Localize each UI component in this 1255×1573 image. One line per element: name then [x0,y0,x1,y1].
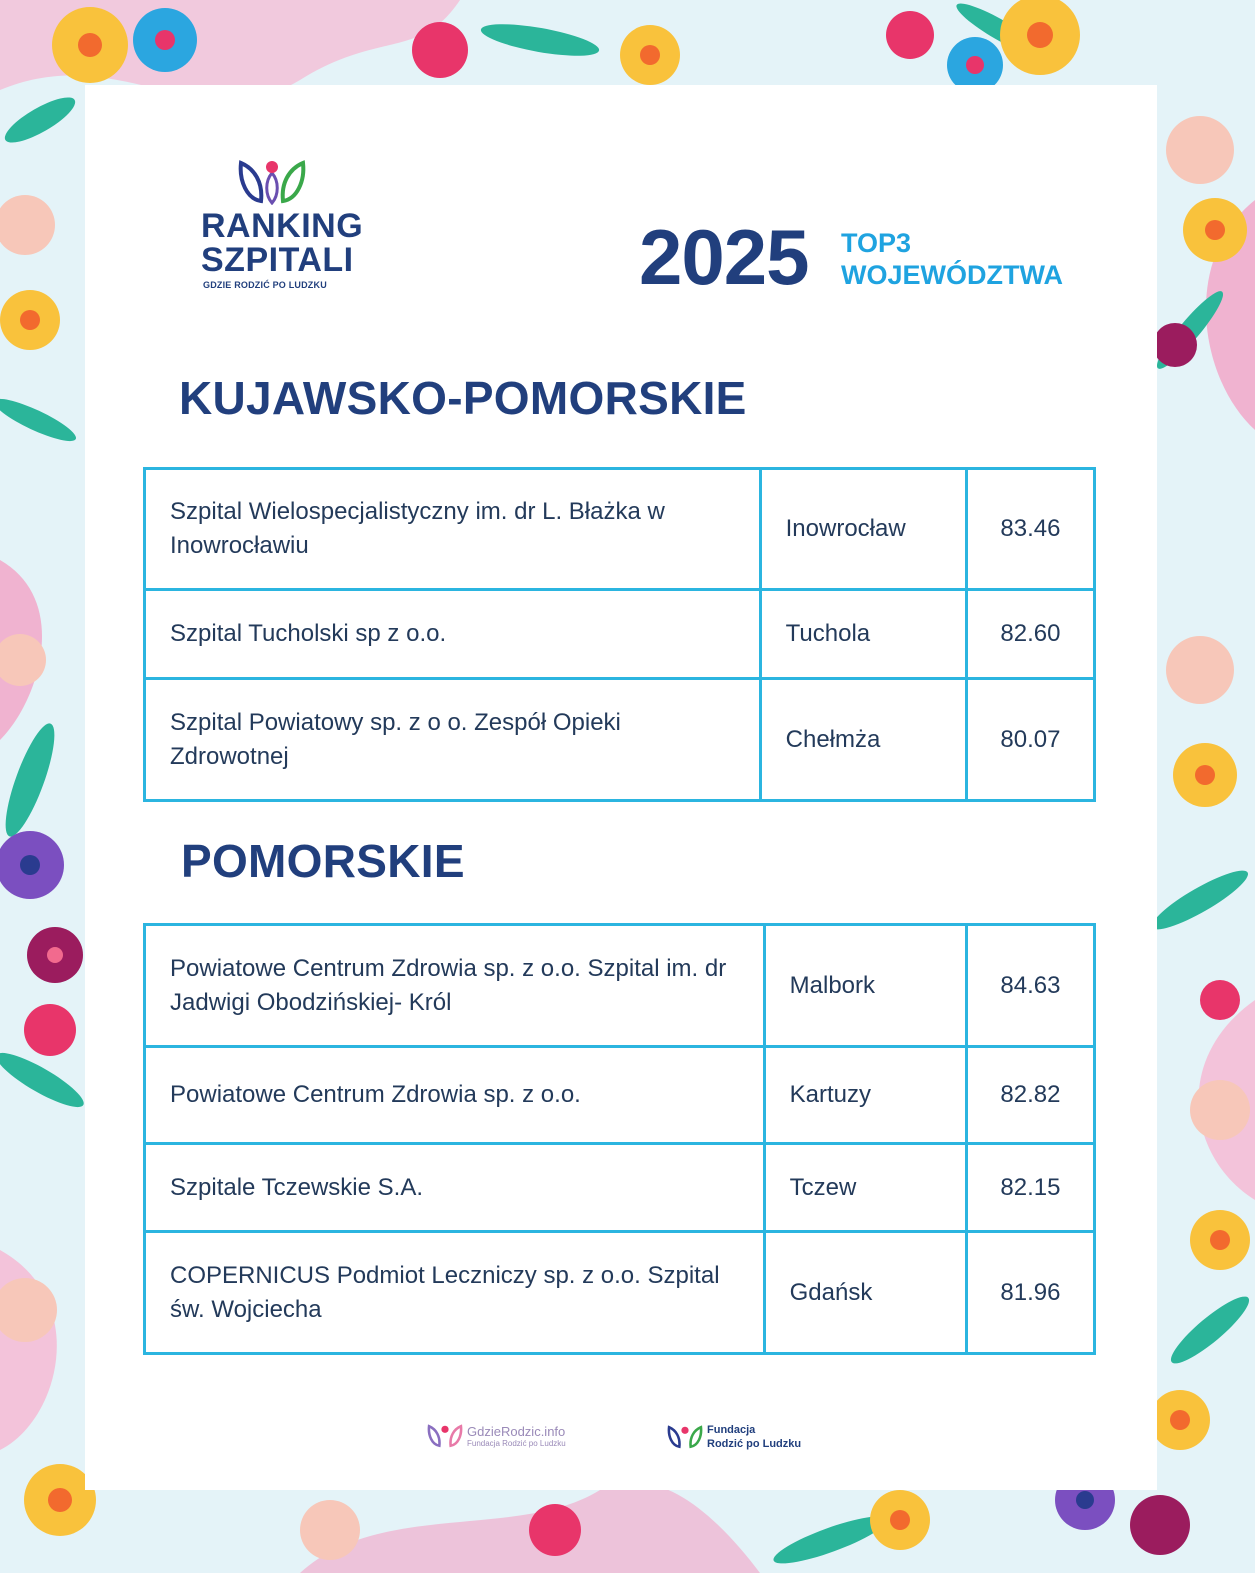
hospital-name-cell: Szpital Tucholski sp z o.o. [145,590,761,679]
logo-title-line1: RANKING [201,207,364,245]
ranking-card [85,85,1157,1490]
hospital-name-cell: Powiatowe Centrum Zdrowia sp. z o.o. [145,1047,765,1144]
table-row [145,1047,1095,1144]
hospital-name-cell: Szpital Wielospecjalistyczny im. dr L. Błażka w Inowrocławiu [145,469,761,590]
score-cell: 82.15 [966,1144,1094,1232]
fundacja-leaves-icon [667,1424,703,1450]
gdzierodzic-leaves-icon [427,1423,463,1449]
score-cell: 84.63 [966,925,1094,1047]
top-label: TOP3 [841,228,912,258]
score-cell: 81.96 [966,1232,1094,1354]
footer-fundacja-logo [667,1423,801,1451]
score-cell: 82.60 [966,590,1094,679]
ranking-szpitali-logo [201,159,364,299]
category-label: WOJEWÓDZTWA [841,260,1063,290]
score-cell: 80.07 [966,679,1094,801]
city-cell: Tuchola [760,590,966,679]
table-row [145,590,1095,679]
score-cell: 83.46 [966,469,1094,590]
footer-right-line1: Fundacja [707,1424,756,1436]
table-row [145,1144,1095,1232]
top3-label [841,227,1063,291]
table-row [145,925,1095,1047]
year-heading: 2025 [639,213,809,301]
hospital-name-cell: COPERNICUS Podmiot Leczniczy sp. z o.o. Szpital św. Wojciecha [145,1232,765,1354]
region-title: POMORSKIE [181,835,465,887]
table-row [145,469,1095,590]
score-cell: 82.82 [966,1047,1094,1144]
region-title: KUJAWSKO-POMORSKIE [179,372,747,424]
footer-gdzierodzic-logo [427,1423,566,1449]
ranking-table [143,467,1096,802]
city-cell: Tczew [764,1144,966,1232]
city-cell: Inowrocław [760,469,966,590]
hospital-name-cell: Szpital Powiatowy sp. z o o. Zespół Opieki Zdrowotnej [145,679,761,801]
city-cell: Kartuzy [764,1047,966,1144]
logo-title-line2: SZPITALI [201,241,354,279]
footer-right-line2: Rodzić po Ludzku [707,1438,802,1450]
logo-leaves-icon [237,159,307,205]
city-cell: Malbork [764,925,966,1047]
city-cell: Chełmża [760,679,966,801]
footer-left-title: GdzieRodzic.info [467,1423,566,1439]
hospital-name-cell: Powiatowe Centrum Zdrowia sp. z o.o. Szpital im. dr Jadwigi Obodzińskiej- Król [145,925,765,1047]
logo-tagline: GDZIE RODZIĆ PO LUDZKU [203,280,327,290]
table-row [145,1232,1095,1354]
footer-left-subtitle: Fundacja Rodzić po Ludzku [467,1438,566,1448]
city-cell: Gdańsk [764,1232,966,1354]
table-row [145,679,1095,801]
ranking-table [143,923,1096,1355]
hospital-name-cell: Szpitale Tczewskie S.A. [145,1144,765,1232]
